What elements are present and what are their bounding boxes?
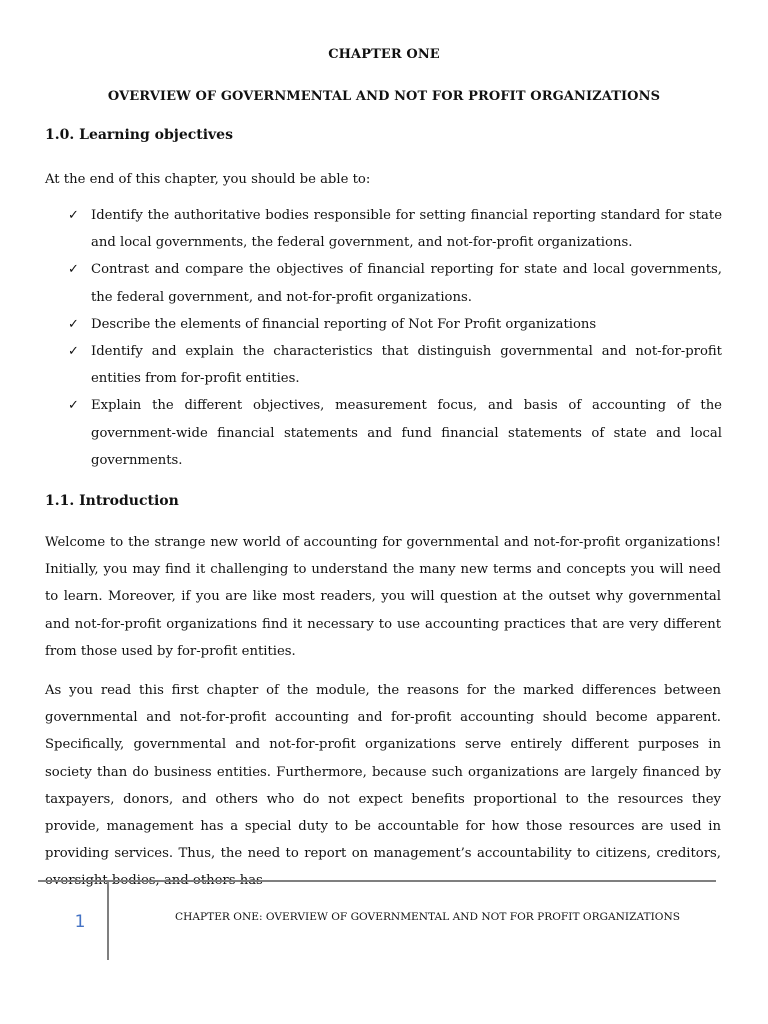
list-item [68,392,722,474]
list-item-text: Describe the elements of financial reporting of Not For Profit organizations [91,316,597,332]
learning-objectives-list [68,202,722,474]
footer-rule [38,880,716,882]
checkmark-icon: ✓ [68,262,79,278]
checkmark-icon: ✓ [68,398,79,414]
checkmark-icon: ✓ [68,208,79,223]
list-item-text: Identify the authoritative bodies responsible for setting financial reporting standard for state and local governments, the federal government, and not-for-profit organizations. [91,208,722,251]
section-heading-introduction: 1.1. Introduction [45,493,179,509]
list-item [68,338,722,392]
footer-running-title: CHAPTER ONE: OVERVIEW OF GOVERNMENTAL AND NOT FOR PROFIT ORGANIZATIONS [175,911,681,923]
footer-divider [107,881,109,960]
list-item [68,311,722,338]
list-item-text: Identify and explain the characteristics that distinguish governmental and not-for-profit entities from for-profit entities. [91,344,722,387]
section-heading-learning-objectives: 1.0. Learning objectives [45,127,233,143]
checkmark-icon: ✓ [68,316,79,332]
objectives-intro: At the end of this chapter, you should be able to: [45,172,371,187]
introduction-paragraph-2: As you read this first chapter of the module, the reasons for the marked differences between governmental and not-for-profit accounting and for-profit accounting should become apparent. Specifically, governmental and not-for-profit organizations serve entirely different purposes in society than do business entities. Furthermore, because such organizations are largely financed by taxpayers, donors, and others who do not expect benefits proportional to the resources they provide, management has a special duty to be accountable for how those resources are used in providing services. Thus, the need to report on management’s accountability to citizens, creditors, [45,683,721,862]
page-number: 1 [74,912,86,932]
introduction-paragraph-1: Welcome to the strange new world of accounting for governmental and not-for-profit organizations! Initially, you may find it challenging to understand the many new terms and concepts you will need to learn. Moreover, if you are like most readers, you will question at the outset why governmental and not-for-profit organizations find it necessary to use accounting practices that are very different from those used by for-profit entities. [45,535,721,659]
list-item-text: Contrast and compare the objectives of financial reporting for state and local governments, the federal government, and not-for-profit organizations. [91,262,722,305]
list-item-text: Explain the different objectives, measurement focus, and basis of accounting of the government-wide financial statements and fund financial statements of state and local governments. [91,398,722,468]
list-item [68,256,722,310]
checkmark-icon: ✓ [68,344,79,360]
document-title: OVERVIEW OF GOVERNMENTAL AND NOT FOR PROFIT ORGANIZATIONS [107,89,661,104]
chapter-heading: CHAPTER ONE [328,47,440,62]
list-item [68,202,722,256]
